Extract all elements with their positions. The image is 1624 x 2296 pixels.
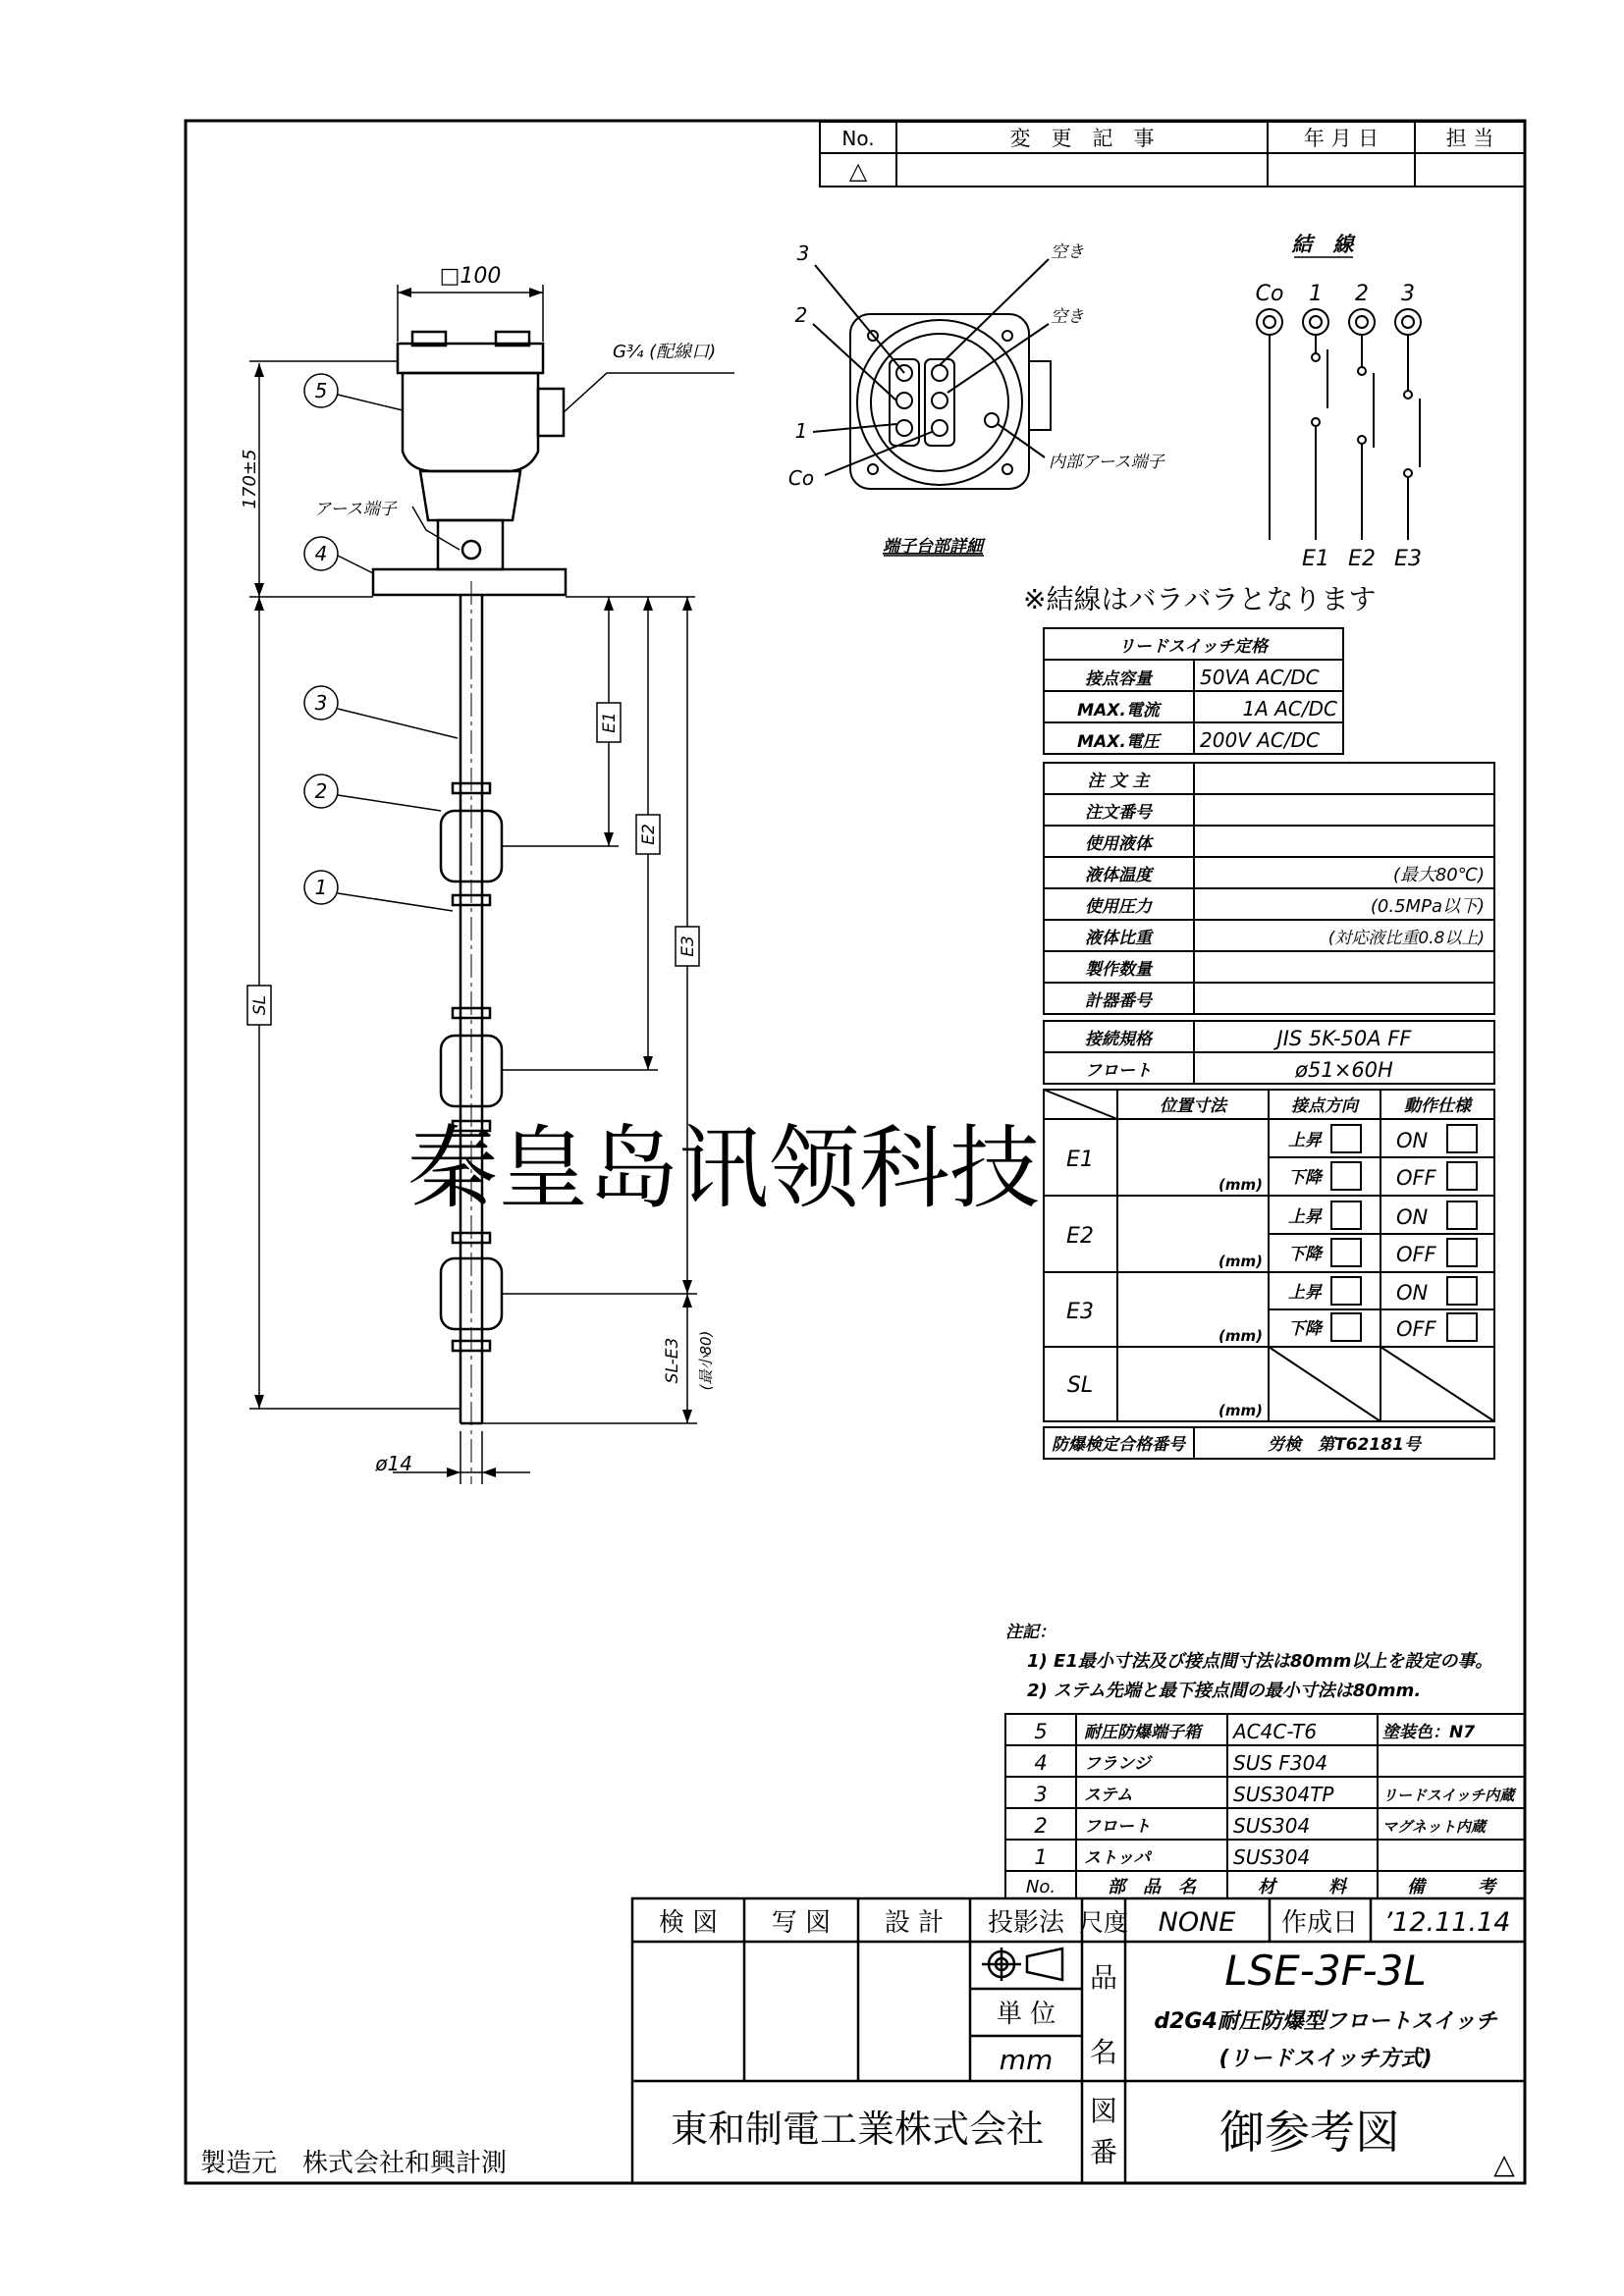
revision-block [820,122,1525,187]
terminal-empty-2: 空き [1051,307,1084,327]
position-row-e1: E1 [1066,1148,1094,1172]
title-mark: △ [1493,2148,1515,2180]
part-no-2: 2 [1034,1814,1048,1838]
reed-spec-value-0: 50VA AC/DC [1200,666,1320,689]
certification-value: 労検 第T62181号 [1268,1435,1421,1455]
part-name-4: フランジ [1084,1754,1151,1774]
revision-record-header: 変 更 記 事 [1009,127,1155,150]
title-scale-label: 尺度 [1078,1908,1129,1937]
action-on-e3: ON [1396,1281,1429,1305]
wiring-diagram [1257,309,1421,540]
svg-text:E3: E3 [678,935,698,957]
earth-terminal-label: アース端子 [314,500,397,519]
order-label-7: 計器番号 [1085,991,1152,1011]
wiring-label-e2: E2 [1348,547,1376,571]
parts-header-remark: 備 考 [1407,1877,1495,1897]
wiring-label-co: Co [1255,282,1284,306]
conn-value-0: JIS 5K-50A FF [1276,1027,1412,1050]
wiring-label-1: 1 [1309,282,1323,306]
part-remark-5: 塗装色：N7 [1382,1723,1476,1742]
title-copy: 写 図 [771,1908,832,1938]
title-model: LSE-3F-3L [1224,1947,1427,1995]
parts-header-no: No. [1025,1877,1056,1897]
action-off-e2: OFF [1396,1243,1436,1266]
side-view [373,332,566,1423]
part-balloons [304,374,458,911]
dim-e2-label [636,815,660,854]
dir-up-e3: 上昇 [1288,1283,1322,1303]
title-drawing-label-1: 図 [1089,2095,1118,2127]
unit-e2: (mm) [1218,1253,1263,1270]
part-material-5: AC4C-T6 [1233,1720,1318,1743]
balloon-2: 2 [314,779,328,803]
part-no-3: 3 [1034,1783,1048,1806]
order-label-5: 液体比重 [1085,929,1152,948]
position-header-size: 位置寸法 [1160,1096,1226,1116]
balloon-4: 4 [314,542,328,565]
svg-text:SL-E3: SL-E3 [663,1337,682,1384]
title-company: 東和制電工業株式会社 [670,2108,1045,2151]
title-date-label: 作成日 [1280,1908,1359,1938]
order-label-6: 製作数量 [1085,960,1152,980]
action-off-e3: OFF [1396,1317,1436,1341]
terminal-label-3: 3 [796,241,810,265]
reed-spec-value-1: 1A AC/DC [1242,697,1337,721]
terminal-label-co: Co [787,466,815,490]
action-off-e1: OFF [1396,1166,1436,1190]
order-value-5: (対応液比重0.8以上) [1327,929,1485,948]
notes-heading: 注記： [1005,1623,1056,1642]
unit-e3: (mm) [1218,1327,1263,1345]
part-remark-3: リードスイッチ内蔵 [1382,1787,1515,1804]
dir-down-e1: 下降 [1288,1168,1322,1188]
reed-spec-label-1: MAX.電流 [1077,701,1160,721]
manufacturer: 製造元 株式会社和興計測 [200,2149,508,2178]
title-unit-value: mm [999,2044,1054,2076]
conn-label-1: フロート [1085,1061,1152,1081]
svg-text:170±5: 170±5 [240,449,260,509]
dim-e1-label [597,703,621,742]
part-name-5: 耐圧防爆端子箱 [1084,1723,1201,1742]
dir-down-e2: 下降 [1288,1245,1322,1264]
watermark: 秦皇岛讯领科技 [407,1116,1041,1221]
revision-no-header: No. [841,127,875,150]
note-1: 1) E1最小寸法及び接点間寸法は80mm以上を設定の事。 [1027,1651,1493,1672]
part-name-1: ストッパ [1084,1848,1151,1868]
title-drawing-no: 御参考図 [1219,2106,1400,2159]
order-label-4: 使用圧力 [1085,897,1152,917]
certification-label: 防爆検定合格番号 [1052,1435,1185,1455]
terminal-label-2: 2 [794,303,808,327]
order-label-0: 注 文 主 [1087,772,1150,791]
svg-text:(最小80): (最小80) [697,1330,715,1391]
title-product-line1: d2G4耐圧防爆型フロートスイッチ [1154,2009,1497,2034]
note-2: 2) ステム先端と最下接点間の最小寸法は80mm. [1027,1681,1422,1701]
dim-stem: ø14 [375,1452,412,1475]
position-header-action: 動作仕様 [1404,1096,1471,1116]
action-on-e2: ON [1396,1205,1429,1229]
svg-text:SL: SL [250,994,270,1016]
title-unit-label: 単 位 [996,2000,1056,2029]
dir-down-e3: 下降 [1288,1319,1322,1339]
revision-person-header: 担 当 [1445,127,1494,150]
svg-text:E1: E1 [600,712,620,733]
part-name-2: フロート [1084,1817,1151,1837]
reed-spec-value-2: 200V AC/DC [1200,728,1320,752]
wiring-title: 結 線 [1291,233,1354,256]
title-name-label-1: 品 [1089,1961,1118,1994]
dim-sl-label [247,986,271,1025]
part-material-3: SUS304TP [1233,1783,1334,1806]
title-design: 設 計 [884,1908,945,1938]
reed-spec-title: リードスイッチ定格 [1117,637,1269,657]
conn-value-1: ø51×60H [1295,1058,1393,1082]
dim-top-width: □100 [439,264,502,289]
terminal-detail [813,259,1051,489]
order-label-3: 液体温度 [1085,866,1152,885]
unit-e1: (mm) [1218,1176,1263,1194]
dim-height-label [240,450,260,509]
title-product-line2: (リードスイッチ方式) [1218,2047,1433,2071]
terminal-inner-earth: 内部アース端子 [1049,453,1164,472]
dim-thread: G³⁄₄ (配線口) [613,342,717,362]
title-date-value: ’12.11.14 [1383,1907,1511,1938]
terminal-detail-title: 端子台部詳細 [883,537,983,557]
order-value-3: (最大80℃) [1392,865,1485,885]
parts-header-name: 部 品 名 [1108,1877,1196,1897]
dir-up-e2: 上昇 [1288,1207,1322,1227]
dim-min-label [697,1331,715,1391]
order-label-2: 使用液体 [1085,834,1152,854]
title-projection: 投影法 [987,1908,1065,1938]
parts-header-material: 材 料 [1258,1877,1346,1897]
reed-spec-label-2: MAX.電圧 [1077,732,1160,752]
position-row-e2: E2 [1066,1224,1094,1249]
title-drawing-label-2: 番 [1089,2136,1118,2168]
part-material-1: SUS304 [1233,1845,1311,1869]
part-material-2: SUS304 [1233,1814,1311,1838]
terminal-empty-1: 空き [1051,242,1084,262]
part-name-3: ステム [1084,1786,1133,1805]
title-name-label-2: 名 [1089,2036,1118,2068]
conn-label-0: 接続規格 [1085,1030,1152,1049]
part-material-4: SUS F304 [1233,1751,1328,1775]
position-header-direction: 接点方向 [1291,1096,1358,1116]
revision-mark: △ [848,157,868,185]
dim-e3-label [676,927,699,966]
reed-spec-label-0: 接点容量 [1085,669,1152,689]
part-no-4: 4 [1034,1751,1048,1775]
balloon-5: 5 [314,379,328,402]
wiring-note: ※結線はバラバラとなります [1023,583,1377,615]
wiring-label-3: 3 [1401,282,1415,306]
dim-sl-e3-label [663,1338,682,1384]
svg-text:E2: E2 [639,824,659,845]
dir-up-e1: 上昇 [1288,1131,1322,1150]
order-value-4: (0.5MPa以下) [1370,896,1485,917]
balloon-1: 1 [314,876,328,899]
title-scale-value: NONE [1158,1907,1236,1938]
title-check: 検 図 [658,1908,719,1938]
balloon-3: 3 [314,691,328,715]
part-no-1: 1 [1034,1845,1048,1869]
position-row-sl: SL [1066,1373,1094,1398]
terminal-label-1: 1 [794,419,808,443]
order-label-1: 注文番号 [1085,803,1152,823]
part-no-5: 5 [1034,1720,1048,1743]
revision-date-header: 年 月 日 [1303,127,1380,150]
wiring-label-e3: E3 [1394,547,1422,571]
wiring-label-e1: E1 [1302,547,1329,571]
part-remark-2: マグネット内蔵 [1382,1818,1486,1836]
unit-sl: (mm) [1218,1402,1263,1419]
action-on-e1: ON [1396,1129,1429,1152]
wiring-label-2: 2 [1355,282,1369,306]
position-row-e3: E3 [1066,1300,1094,1324]
